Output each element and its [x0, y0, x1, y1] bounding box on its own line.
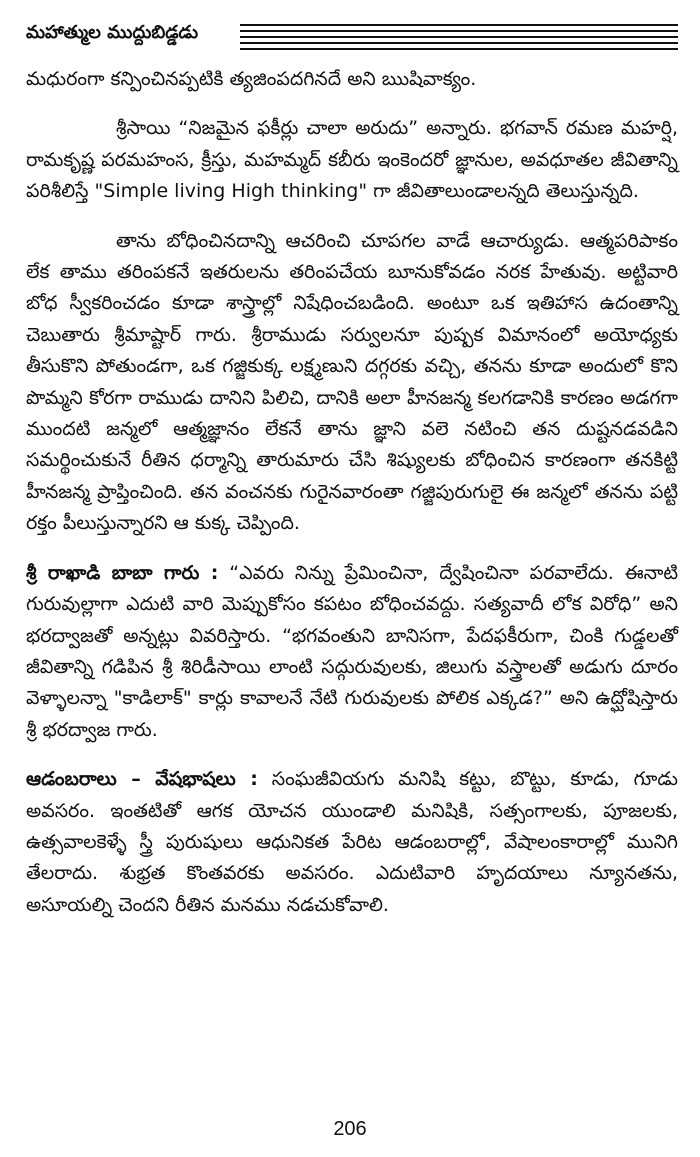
- page-body: [26, 64, 678, 921]
- paragraph-4-text: “ఎవరు నిన్ను ప్రేమించినా, ద్వేషించినా పరవాలేదు. ఈనాటి గురువుల్లాగా ఎదుటి వారి మెప్పుకోసం కపటం బోధించవద్దు. సత్యవాదీ లోక విరోధి” అని భరద్వాజతో అన్నట్లు వివరిస్తారు. “భగవంతుని బానిసగా, పేదఫకీరుగా, చింకి గుడ్డలతో జీవితాన్ని గడిపిన శ్రీ శిరిడీసాయి లాంటి సద్గురువులకు, జిలుగు వస్త్రాలతో అడుగు దూరం వెళ్ళాలన్నా "కాడిలాక్" కార్లు కావాలనే నేటి గురువులకు పోలిక ఎక్కడ?” అని ఉద్ఘోషిస్తారు శ్రీ భరద్వాజ గారు.: [26, 561, 678, 741]
- paragraph-5-text: సంఘజీవియగు మనిషి కట్టు, బొట్టు, కూడు, గూడు అవసరం. ఇంతటితో ఆగక యోచన యుండాలి మనిషికి, సత్సంగాలకు, పూజలకు, ఉత్సవాలకెళ్ళే స్త్రీ పురుషులు ఆధునికత పేరిట ఆడంబరాల్లో, వేషాలంకారాల్లో మునిగి తేలరాదు. శుభ్రత కొంతవరకు అవసరం. ఎదుటివారి హృదయాలు న్యూనతను, అసూయల్ని చెందని రీతిన మనము నడచుకోవాలి.: [26, 768, 678, 916]
- header-rules: [240, 24, 678, 54]
- header-rule-line: [240, 36, 678, 38]
- paragraph-5-heading: ఆడంబరాలు – వేషభాషలు :: [26, 768, 258, 791]
- paragraph-5: [26, 764, 678, 921]
- page-number: 206: [333, 1118, 367, 1140]
- running-header: [26, 20, 678, 52]
- paragraph-1: మధురంగా కన్పించినప్పటికి త్యజింపదగినదే అని ఋషివాక్యం.: [26, 68, 477, 90]
- paragraph-3: తాను బోధించినదాన్ని ఆచరించి చూపగల వాడే ఆచార్యుడు. ఆత్మపరిపాకం లేక తాము తరింపకనే ఇతరులను తరింపచేయ బూనుకోవడం నరక హేతువు. అట్టివారి బోధ స్వీకరించడం కూడా శాస్త్రాల్లో నిషేధించబడింది. అంటూ ఒక ఇతిహాస ఉదంతాన్ని చెబుతారు శ్రీమాష్టార్ గారు. శ్రీరాముడు సర్వులనూ పుష్పక విమానంలో అయోధ్యకు తీసుకొని పోతుండగా, ఒక గజ్జికుక్క లక్ష్మణుని దగ్గరకు వచ్చి, తనను కూడా అందులో కొని పొమ్మని కోరగా రాముడు దానిని పిలిచి, దానికి అలా హీనజన్మ కలగడానికి కారణం అడగగా ముందటి జన్మలో ఆత్మజ్ఞానం లేకనే తాను జ్ఞాని వలె నటించి తన దుష్టనడవడిని సమర్థించుకునే రీతిన ధర్మాన్ని తారుమారు చేసి శిష్యులకు బోధించిన కారణంగా తనకిట్టి హీనజన్మ ప్రాప్తించింది. తన వంచనకు గురైనవారంతా గజ్జిపురుగులై ఈ జన్మలో తనను పట్టి రక్తం పీలుస్తున్నారని ఆ కుక్క చెప్పింది.: [26, 229, 678, 535]
- header-rule-line: [240, 30, 678, 32]
- header-rule-line: [240, 48, 678, 50]
- paragraph-2: శ్రీసాయి “నిజమైన ఫకీర్లు చాలా అరుదు” అన్నారు. భగవాన్ రమణ మహర్షి, రామకృష్ణ పరమహంస, క్రీస్తు, మహమ్మద్ కబీరు ఇంకెందరో జ్ఞానుల, అవధూతల జీవితాన్ని పరిశీలిస్తే "Simple living High thinking" గా జీవితాలుండాలన్నది తెలుస్తున్నది.: [26, 117, 678, 203]
- paragraph-4: [26, 558, 678, 746]
- header-rule-line: [240, 24, 678, 26]
- book-title: మహాత్ముల ముద్దుబిడ్డడు: [26, 22, 199, 43]
- header-rule-line: [240, 42, 678, 44]
- paragraph-4-heading: శ్రీ రాఖాడి బాబా గారు :: [26, 561, 219, 584]
